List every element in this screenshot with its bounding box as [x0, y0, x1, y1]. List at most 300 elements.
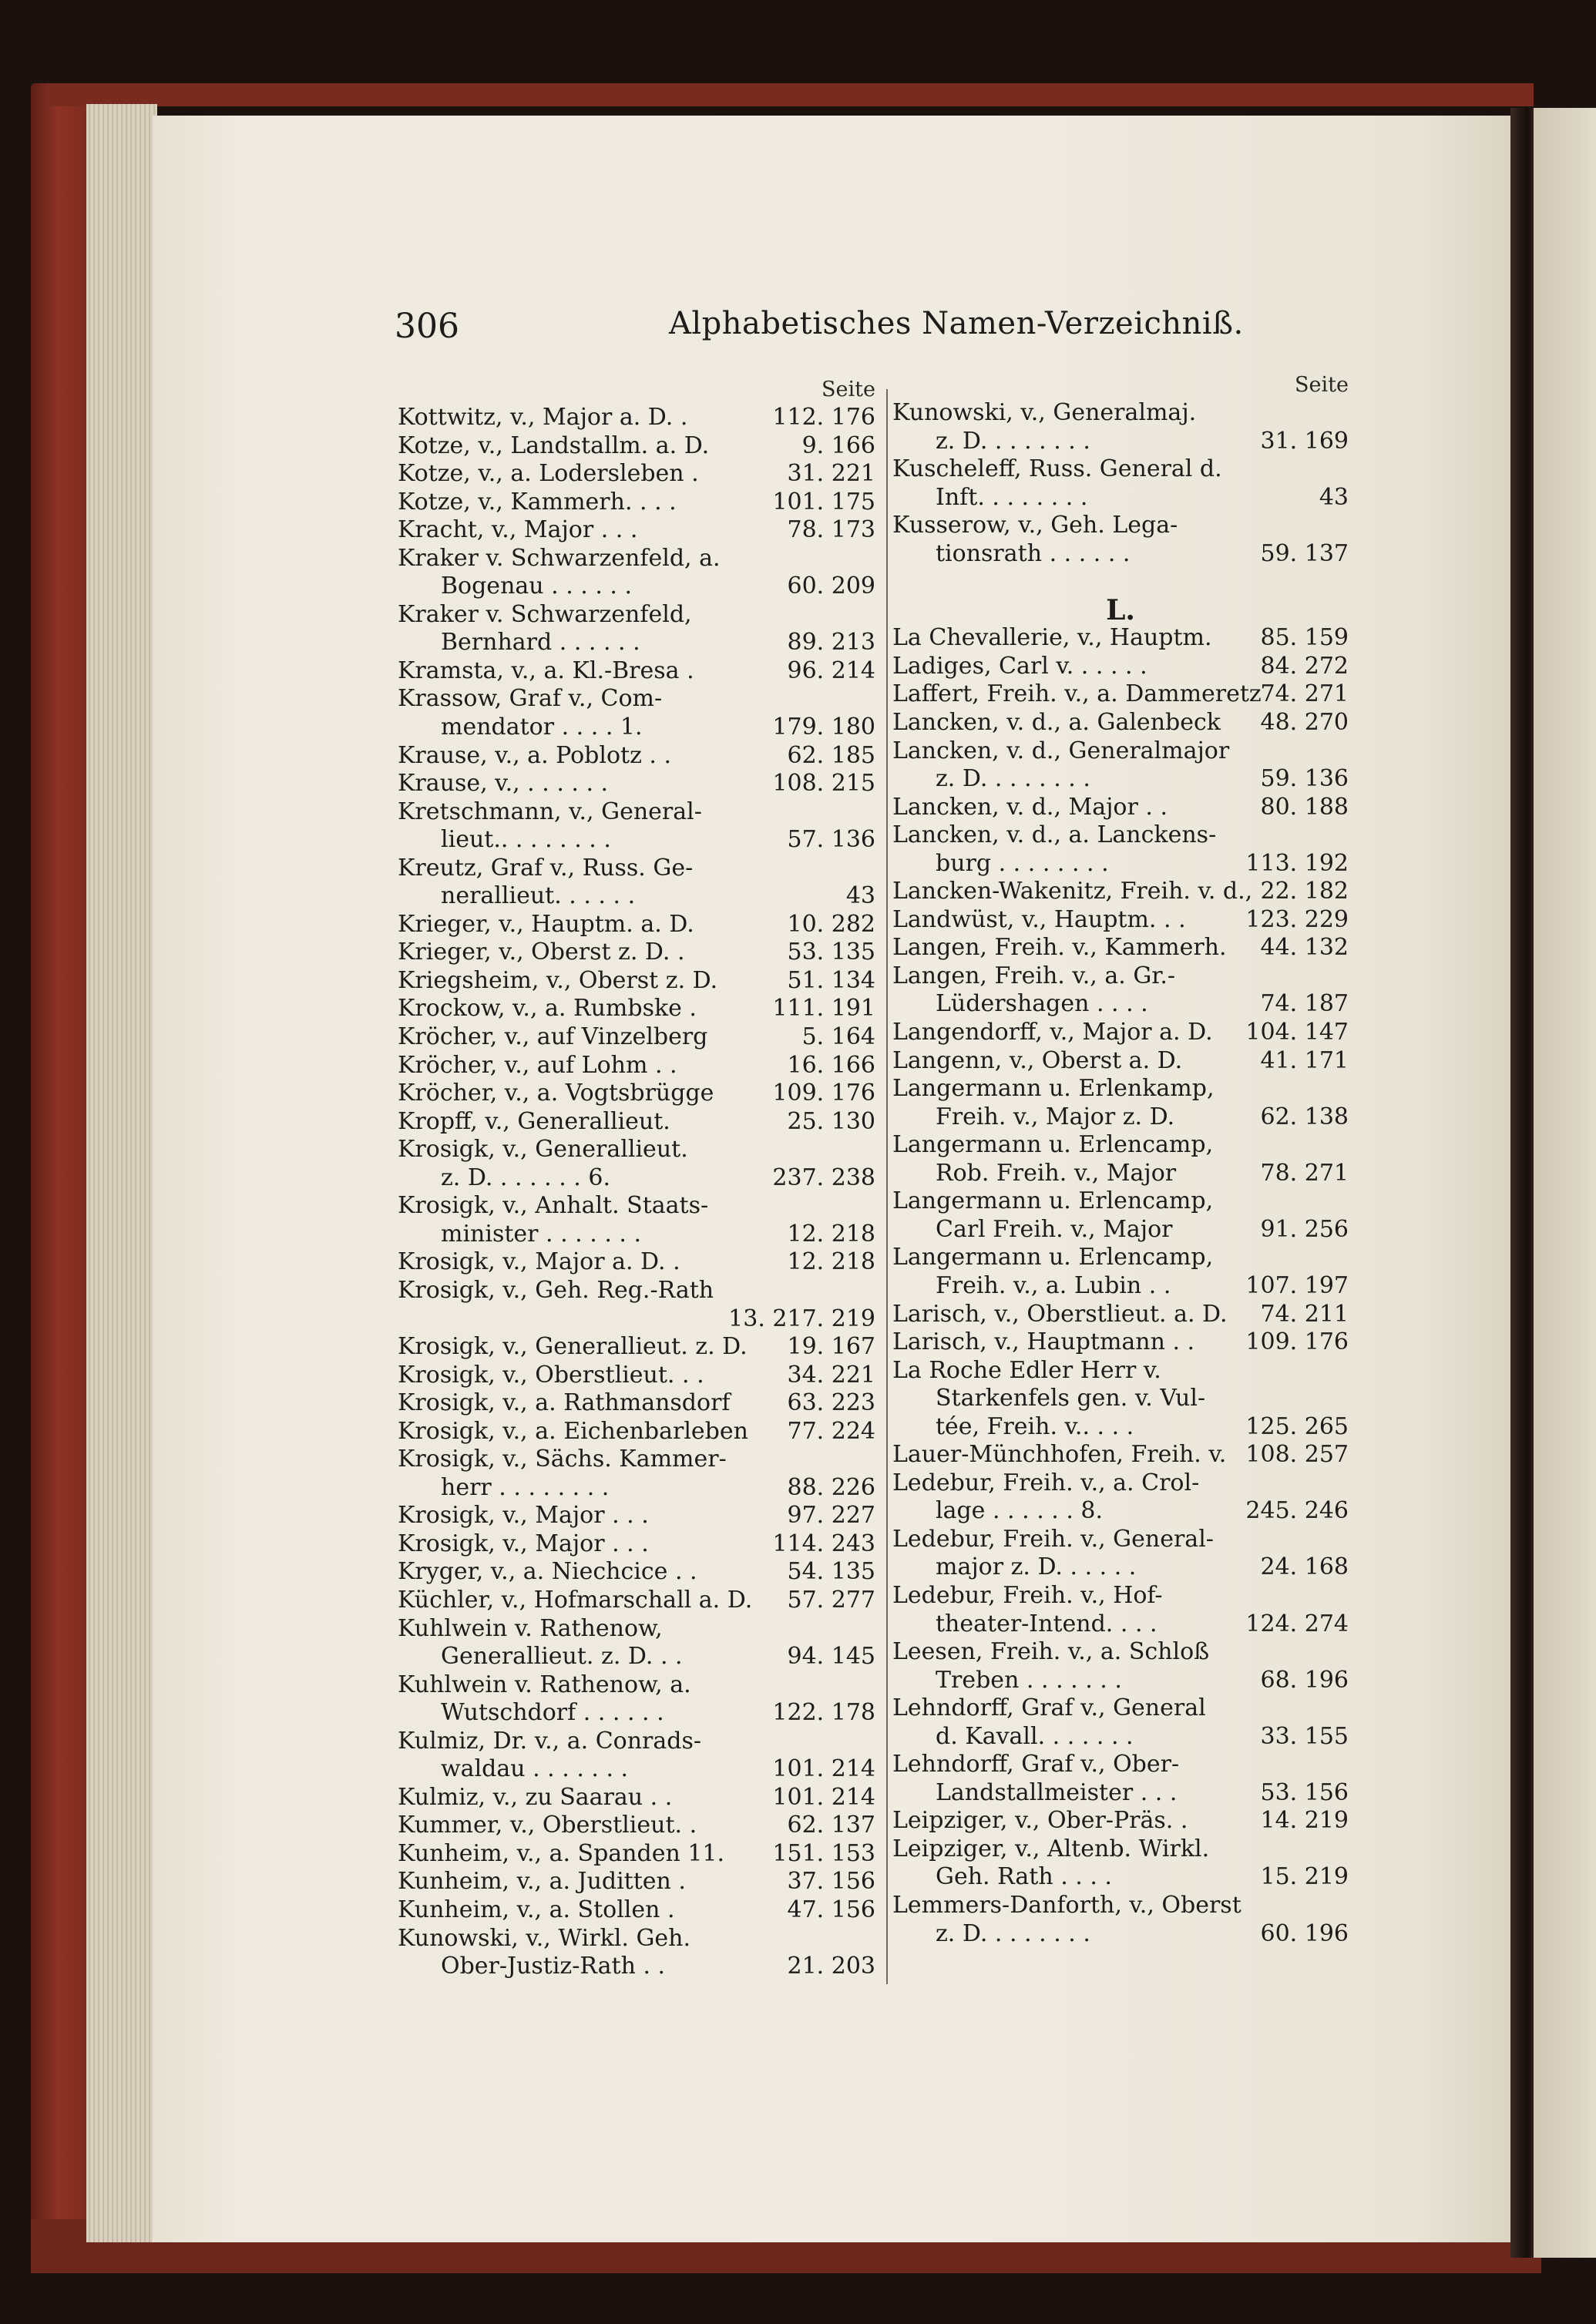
entry-page-numbers: 78. 271 [1260, 1159, 1349, 1187]
entry-page-numbers: 43 [1319, 483, 1349, 511]
entry-text: Langermann u. Erlencamp, [892, 1131, 1214, 1159]
entry-text: Kottwitz, v., Major a. D. . [398, 404, 688, 431]
entry-text: Krosigk, v., Generallieut. [398, 1136, 688, 1164]
index-entry-line [398, 911, 875, 939]
entry-text: Kriegsheim, v., Oberst z. D. [398, 966, 718, 994]
entry-text: Kracht, v., Major . . . [398, 516, 638, 544]
entry-page-numbers: 179. 180 [772, 714, 875, 741]
entry-text: Krockow, v., a. Rumbske . [398, 995, 697, 1023]
entry-page-numbers: 109. 176 [772, 1080, 875, 1107]
entry-text: Generallieut. z. D. . . [441, 1643, 683, 1671]
entry-page-numbers: 113. 192 [1245, 849, 1349, 877]
entry-page-numbers: 15. 219 [1260, 1863, 1349, 1891]
entry-page-numbers: 59. 137 [1260, 539, 1349, 567]
entry-text: Krause, v., a. Poblotz . . [398, 741, 672, 769]
index-entry-line [398, 545, 875, 573]
entry-text: Lancken, v. d., Generalmajor [892, 737, 1230, 764]
entry-text: Ober-Justiz-Rath . . [441, 1953, 666, 1980]
index-entry-line [892, 624, 1349, 653]
entry-text: Kunowski, v., Wirkl. Geh. [398, 1924, 691, 1952]
entry-text: Krosigk, v., Major . . . [398, 1502, 649, 1530]
entry-text: Bogenau . . . . . . [441, 573, 633, 600]
index-entry-line [892, 680, 1349, 709]
index-entry-line [892, 653, 1349, 681]
entry-text: Krosigk, v., Oberstlieut. . . [398, 1361, 704, 1389]
entry-text: Krosigk, v., Anhalt. Staats- [398, 1192, 709, 1220]
index-entry-line [892, 1272, 1349, 1301]
entry-page-numbers: 54. 135 [787, 1558, 875, 1586]
index-entry-line [892, 1131, 1349, 1160]
entry-page-numbers: 104. 147 [1245, 1019, 1349, 1046]
entry-page-numbers: 19. 167 [787, 1333, 875, 1361]
index-entry-line [892, 512, 1349, 540]
entry-page-numbers: 245. 246 [1245, 1497, 1349, 1525]
entry-text: z. D. . . . . . . 6. [441, 1164, 610, 1191]
running-head: Alphabetisches Namen-Verzeichniß. [669, 306, 1244, 341]
entry-text: Leesen, Freih. v., a. Schloß [892, 1638, 1210, 1666]
index-entry-line [892, 821, 1349, 850]
entry-page-numbers: 97. 227 [787, 1502, 875, 1530]
index-entry-line [892, 1497, 1349, 1526]
entry-text: Ledebur, Freih. v., General- [892, 1525, 1214, 1553]
facing-page-edge [1534, 108, 1596, 2258]
index-entry-line [892, 399, 1349, 428]
index-entry-line [398, 1136, 875, 1164]
index-entry-line [398, 1558, 875, 1587]
index-entry-line [892, 765, 1349, 794]
index-entry-line [398, 995, 875, 1023]
entry-text: Larisch, v., Oberstlieut. a. D. [892, 1300, 1228, 1328]
index-entry-line [892, 1019, 1349, 1047]
index-entry-line [398, 1615, 875, 1644]
entry-text: Wutschdorf . . . . . . [441, 1699, 664, 1727]
entry-page-numbers: 96. 214 [787, 657, 875, 684]
entry-page-numbers: 25. 130 [787, 1107, 875, 1135]
entry-text: Kraker v. Schwarzenfeld, a. [398, 544, 721, 572]
index-entry-line [398, 1108, 875, 1137]
entry-text: Landwüst, v., Hauptm. . . [892, 905, 1186, 933]
entry-text: Langen, Freih. v., Kammerh. [892, 934, 1227, 962]
entry-page-numbers: 124. 274 [1245, 1610, 1349, 1637]
left-entries [398, 404, 875, 1981]
index-entry-line [892, 1863, 1349, 1892]
index-entry-line [892, 794, 1349, 822]
entry-text: Langen, Freih. v., a. Gr.- [892, 962, 1176, 989]
entry-text: Kotze, v., Kammerh. . . . [398, 488, 677, 516]
entry-page-numbers: 22. 182 [1260, 878, 1349, 905]
index-entry-line [398, 1840, 875, 1869]
entry-text: major z. D. . . . . . [936, 1553, 1137, 1581]
entry-page-numbers: 78. 173 [787, 516, 875, 544]
entry-page-numbers: 68. 196 [1260, 1666, 1349, 1694]
entry-page-numbers: 101. 214 [772, 1755, 875, 1783]
index-entry-line [892, 1244, 1349, 1272]
entry-page-numbers: 85. 159 [1260, 624, 1349, 652]
index-entry-line [398, 629, 875, 657]
entry-page-numbers: 60. 196 [1260, 1919, 1349, 1947]
entry-page-numbers: 91. 256 [1260, 1215, 1349, 1243]
entry-text: Lemmers-Danforth, v., Oberst [892, 1891, 1242, 1919]
entry-text: Krosigk, v., Sächs. Kammer- [398, 1446, 727, 1473]
index-entry-line [398, 1418, 875, 1446]
entry-text: z. D. . . . . . . . [936, 765, 1090, 793]
index-entry-line [892, 1638, 1349, 1667]
entry-page-numbers: 34. 221 [787, 1361, 875, 1389]
index-entry-line [892, 1441, 1349, 1469]
entry-page-numbers: 21. 203 [787, 1953, 875, 1980]
entry-text: Kryger, v., a. Niechcice . . [398, 1558, 697, 1586]
index-entry-line [398, 770, 875, 798]
entry-page-numbers: 12. 218 [787, 1220, 875, 1248]
index-entry-line [398, 742, 875, 771]
entry-text: d. Kavall. . . . . . . [936, 1722, 1134, 1750]
index-entry-line [398, 432, 875, 461]
entry-page-numbers: 41. 171 [1260, 1046, 1349, 1074]
entry-text: Kuhlwein v. Rathenow, a. [398, 1671, 691, 1698]
entry-text: Kulmiz, Dr. v., a. Conrads- [398, 1727, 702, 1755]
index-entry-line [892, 568, 1349, 596]
index-entry-line [398, 1333, 875, 1362]
index-entry-line [892, 962, 1349, 991]
index-entry-line [398, 1502, 875, 1530]
index-entry-line [398, 826, 875, 855]
index-entry-line [398, 1305, 875, 1334]
entry-page-numbers: 24. 168 [1260, 1553, 1349, 1581]
index-entry-line [892, 1779, 1349, 1808]
entry-page-numbers: 108. 215 [772, 770, 875, 798]
entry-page-numbers: 74. 187 [1260, 990, 1349, 1018]
index-entry-line [892, 1075, 1349, 1103]
entry-text: Krosigk, v., Major a. D. . [398, 1248, 680, 1276]
entry-page-numbers: 101. 175 [772, 488, 875, 516]
entry-page-numbers: 57. 136 [787, 826, 875, 854]
entry-page-numbers: 62. 185 [787, 741, 875, 769]
entry-text: La Roche Edler Herr v. [892, 1356, 1161, 1384]
index-entry-line [892, 1667, 1349, 1695]
index-entry-line [892, 1582, 1349, 1610]
entry-page-numbers: 14. 219 [1260, 1807, 1349, 1835]
index-column-left [398, 378, 875, 1981]
section-letter-heading [892, 593, 1349, 626]
entry-page-numbers: 114. 243 [772, 1530, 875, 1557]
index-entry-line [398, 1023, 875, 1052]
entry-page-numbers: 84. 272 [1260, 652, 1349, 680]
index-entry-line [398, 516, 875, 545]
entry-text: Langermann u. Erlencamp, [892, 1187, 1214, 1215]
entry-page-numbers: 33. 155 [1260, 1722, 1349, 1750]
entry-text: Lehndorff, Graf v., Ober- [892, 1751, 1180, 1778]
index-entry-line [398, 855, 875, 883]
entry-text: Kröcher, v., auf Lohm . . [398, 1051, 677, 1079]
index-entry-line [892, 1385, 1349, 1413]
index-entry-line [398, 1896, 875, 1925]
index-entry-line [398, 1699, 875, 1728]
index-entry-line [398, 489, 875, 517]
index-entry-line [892, 878, 1349, 906]
entry-text: Larisch, v., Hauptmann . . [892, 1328, 1195, 1356]
entry-text: Krieger, v., Oberst z. D. . [398, 939, 685, 966]
index-entry-line [398, 1868, 875, 1896]
entry-page-numbers: 12. 218 [787, 1248, 875, 1276]
entry-page-numbers: 107. 197 [1245, 1271, 1349, 1299]
book-cover-top-edge [46, 83, 1534, 106]
index-entry-line [398, 1925, 875, 1953]
right-entries [892, 399, 1349, 1948]
entry-page-numbers: 74. 271 [1260, 680, 1349, 708]
entry-text: Laffert, Freih. v., a. Dammeretz [892, 680, 1262, 708]
entry-text: Kummer, v., Oberstlieut. . [398, 1812, 697, 1839]
index-entry-line [398, 1080, 875, 1108]
entry-text: Kunheim, v., a. Spanden 11. [398, 1839, 725, 1867]
entry-page-numbers: 5. 164 [801, 1023, 875, 1051]
entry-text: Kröcher, v., a. Vogtsbrügge [398, 1080, 714, 1107]
entry-text: tée, Freih. v.. . . . [936, 1412, 1134, 1440]
entry-page-numbers: 63. 223 [787, 1389, 875, 1417]
entry-text: Treben . . . . . . . [936, 1666, 1122, 1694]
index-entry-line [892, 1047, 1349, 1076]
entry-text: Freih. v., a. Lubin . . [936, 1271, 1171, 1299]
entry-text: Landstallmeister . . . [936, 1778, 1178, 1806]
entry-text: Kröcher, v., auf Vinzelberg [398, 1023, 708, 1051]
entry-text: Langermann u. Erlencamp, [892, 1244, 1214, 1271]
entry-page-numbers: 60. 209 [787, 573, 875, 600]
index-entry-line [398, 1192, 875, 1221]
entry-text: Ledebur, Freih. v., Hof- [892, 1581, 1163, 1609]
seite-label-right: Seite [1295, 373, 1349, 397]
entry-page-numbers: 108. 257 [1245, 1441, 1349, 1469]
index-column-right [892, 373, 1349, 1948]
index-entry-line [398, 798, 875, 827]
entry-text: Lehndorff, Graf v., General [892, 1694, 1206, 1722]
entry-page-numbers: 10. 282 [787, 910, 875, 938]
index-entry-line [398, 657, 875, 686]
entry-text: Krosigk, v., a. Rathmansdorf [398, 1389, 731, 1417]
column-divider [886, 389, 888, 1984]
entry-page-numbers: 74. 211 [1260, 1300, 1349, 1328]
entry-text: Lancken, v. d., a. Lanckens- [892, 821, 1217, 849]
entry-text: Langermann u. Erlenkamp, [892, 1075, 1215, 1103]
index-entry-line [398, 601, 875, 630]
entry-text: minister . . . . . . . [441, 1220, 642, 1248]
index-entry-line [398, 1248, 875, 1277]
index-entry-line [398, 1530, 875, 1559]
entry-text: Kusserow, v., Geh. Lega- [892, 512, 1178, 539]
entry-page-numbers: 94. 145 [787, 1643, 875, 1671]
entry-text: Kotze, v., Landstallm. a. D. [398, 432, 710, 459]
entry-page-numbers: 109. 176 [1245, 1328, 1349, 1356]
entry-text: Kreutz, Graf v., Russ. Ge- [398, 854, 694, 882]
entry-text: tionsrath . . . . . . [936, 539, 1131, 567]
index-entry-line [398, 1389, 875, 1418]
index-entry-line [892, 990, 1349, 1019]
entry-page-numbers: 57. 277 [787, 1586, 875, 1614]
entry-page-numbers: 44. 132 [1260, 934, 1349, 962]
entry-text: lieut.. . . . . . . . [441, 826, 611, 854]
index-entry-line [892, 1301, 1349, 1329]
entry-text: Kuhlwein v. Rathenow, [398, 1614, 663, 1642]
seite-label-left: Seite [822, 378, 875, 401]
entry-page-numbers: 51. 134 [787, 966, 875, 994]
index-entry-line [892, 1694, 1349, 1723]
index-entry-line [398, 1755, 875, 1784]
entry-text: Kropff, v., Generallieut. [398, 1107, 670, 1135]
entry-page-numbers: 62. 137 [787, 1812, 875, 1839]
entry-text: Krosigk, v., Geh. Reg.-Rath [398, 1276, 714, 1304]
entry-text: Lüdershagen . . . . [936, 990, 1148, 1018]
entry-text: mendator . . . . 1. [441, 714, 643, 741]
entry-page-numbers: 13. 217. 219 [728, 1305, 875, 1332]
index-entry-line [892, 1553, 1349, 1582]
index-entry-line [892, 1328, 1349, 1357]
index-entry-line [398, 460, 875, 489]
index-entry-line [398, 1812, 875, 1840]
index-entry-line [398, 573, 875, 601]
index-entry-line [398, 939, 875, 967]
entry-text: z. D. . . . . . . . [936, 427, 1090, 455]
entry-text: z. D. . . . . . . . [936, 1919, 1090, 1947]
entry-page-numbers: 101. 214 [772, 1783, 875, 1811]
entry-text: Geh. Rath . . . . [936, 1863, 1112, 1891]
index-entry-line [398, 1446, 875, 1474]
entry-page-numbers: 47. 156 [787, 1896, 875, 1923]
entry-text: lage . . . . . . 8. [936, 1497, 1104, 1525]
entry-page-numbers: 31. 221 [787, 460, 875, 488]
index-entry-line [892, 1723, 1349, 1751]
index-entry-line [892, 1751, 1349, 1779]
index-entry-line [398, 404, 875, 432]
entry-page-numbers: 151. 153 [772, 1839, 875, 1867]
entry-text: Ledebur, Freih. v., a. Crol- [892, 1469, 1200, 1496]
index-entry-line [892, 1920, 1349, 1949]
entry-text: Bernhard . . . . . . [441, 629, 640, 657]
index-entry-line [892, 1526, 1349, 1554]
index-entry-line [398, 1587, 875, 1615]
index-entry-line [892, 1610, 1349, 1639]
entry-text: Langenn, v., Oberst a. D. [892, 1046, 1183, 1074]
index-entry-line [892, 1357, 1349, 1385]
entry-page-numbers: 9. 166 [801, 432, 875, 459]
entry-page-numbers: 123. 229 [1245, 905, 1349, 933]
index-entry-line [892, 455, 1349, 484]
index-entry-line [892, 709, 1349, 737]
index-entry-line [398, 685, 875, 714]
entry-page-numbers: 43 [845, 882, 875, 910]
entry-page-numbers: 77. 224 [787, 1417, 875, 1445]
entry-text: Kunheim, v., a. Stollen . [398, 1896, 675, 1923]
index-entry-line [892, 1469, 1349, 1498]
index-entry-line [892, 1216, 1349, 1244]
entry-text: Leipziger, v., Altenb. Wirkl. [892, 1835, 1210, 1862]
entry-page-numbers: 59. 136 [1260, 765, 1349, 793]
index-entry-line [398, 1221, 875, 1249]
entry-text: Krieger, v., Hauptm. a. D. [398, 910, 694, 938]
index-entry-line [398, 967, 875, 996]
entry-text: Ladiges, Carl v. . . . . . [892, 652, 1147, 680]
entry-text: Lancken-Wakenitz, Freih. v. d., [892, 878, 1253, 905]
page-number: 306 [395, 307, 459, 346]
index-entry-line [398, 1277, 875, 1305]
index-entry-line [398, 1362, 875, 1390]
entry-text: Kotze, v., a. Lodersleben . [398, 460, 699, 488]
index-entry-line [892, 484, 1349, 512]
entry-text: Kramsta, v., a. Kl.-Bresa . [398, 657, 694, 684]
index-entry-line [892, 1103, 1349, 1132]
entry-page-numbers: 16. 166 [787, 1051, 875, 1079]
index-entry-line [398, 714, 875, 742]
index-entry-line [398, 1953, 875, 1981]
entry-page-numbers: 125. 265 [1245, 1412, 1349, 1440]
entry-page-numbers: 112. 176 [772, 404, 875, 431]
entry-text: herr . . . . . . . . [441, 1473, 610, 1501]
index-entry-line [398, 1643, 875, 1671]
entry-text: Krosigk, v., Major . . . [398, 1530, 649, 1557]
index-entry-line [398, 1671, 875, 1700]
entry-page-numbers: 37. 156 [787, 1868, 875, 1896]
index-entry-line [398, 1784, 875, 1812]
entry-text: Kunheim, v., a. Juditten . [398, 1868, 686, 1896]
entry-text: Lauer-Münchhofen, Freih. v. [892, 1441, 1227, 1469]
entry-page-numbers: 89. 213 [787, 629, 875, 657]
index-entry-line [892, 1807, 1349, 1835]
entry-text: burg . . . . . . . . [936, 849, 1109, 877]
entry-text: Krassow, Graf v., Com- [398, 685, 663, 713]
entry-page-numbers: 88. 226 [787, 1473, 875, 1501]
index-entry-line [892, 428, 1349, 456]
page-stack-edges [86, 104, 157, 2242]
entry-text: Carl Freih. v., Major [936, 1215, 1173, 1243]
index-entry-line [398, 1474, 875, 1503]
entry-page-numbers: 48. 270 [1260, 709, 1349, 737]
index-entry-line [398, 1052, 875, 1080]
entry-page-numbers: 62. 138 [1260, 1103, 1349, 1130]
entry-text: Rob. Freih. v., Major [936, 1159, 1177, 1187]
entry-text: Kunowski, v., Generalmaj. [892, 399, 1197, 426]
book-cover-left-edge [31, 83, 92, 2256]
index-entry-line [892, 1160, 1349, 1188]
entry-text: Inft. . . . . . . . [936, 483, 1088, 511]
entry-text: Langendorff, v., Major a. D. [892, 1019, 1213, 1046]
entry-text: Freih. v., Major z. D. [936, 1103, 1175, 1130]
entry-page-numbers: 122. 178 [772, 1699, 875, 1727]
entry-page-numbers: 53. 156 [1260, 1778, 1349, 1806]
entry-text: Kulmiz, v., zu Saarau . . [398, 1783, 673, 1811]
index-entry-line [398, 1164, 875, 1193]
entry-text: Leipziger, v., Ober-Präs. . [892, 1807, 1188, 1835]
entry-text: Küchler, v., Hofmarschall a. D. [398, 1586, 753, 1614]
entry-page-numbers: 53. 135 [787, 939, 875, 966]
entry-page-numbers: 237. 238 [772, 1164, 875, 1191]
entry-page-numbers: 80. 188 [1260, 793, 1349, 821]
entry-text: Krosigk, v., a. Eichenbarleben [398, 1417, 748, 1445]
entry-page-numbers: 31. 169 [1260, 427, 1349, 455]
index-entry-line [892, 1187, 1349, 1216]
entry-text: Starkenfels gen. v. Vul- [936, 1385, 1206, 1412]
index-entry-line [398, 1728, 875, 1756]
index-entry-line [892, 906, 1349, 935]
entry-page-numbers: 111. 191 [772, 995, 875, 1023]
index-entry-line [892, 1835, 1349, 1864]
index-entry-line [892, 850, 1349, 878]
index-entry-line [892, 934, 1349, 962]
entry-text: La Chevallerie, v., Hauptm. [892, 624, 1212, 652]
entry-text: Krause, v., . . . . . . [398, 770, 609, 798]
index-entry-line [892, 540, 1349, 569]
entry-text: nerallieut. . . . . . [441, 882, 636, 910]
index-entry-line [892, 1413, 1349, 1442]
entry-text: theater-Intend. . . . [936, 1610, 1158, 1637]
entry-text: Kraker v. Schwarzenfeld, [398, 600, 692, 628]
entry-text: Lancken, v. d., a. Galenbeck [892, 709, 1221, 737]
